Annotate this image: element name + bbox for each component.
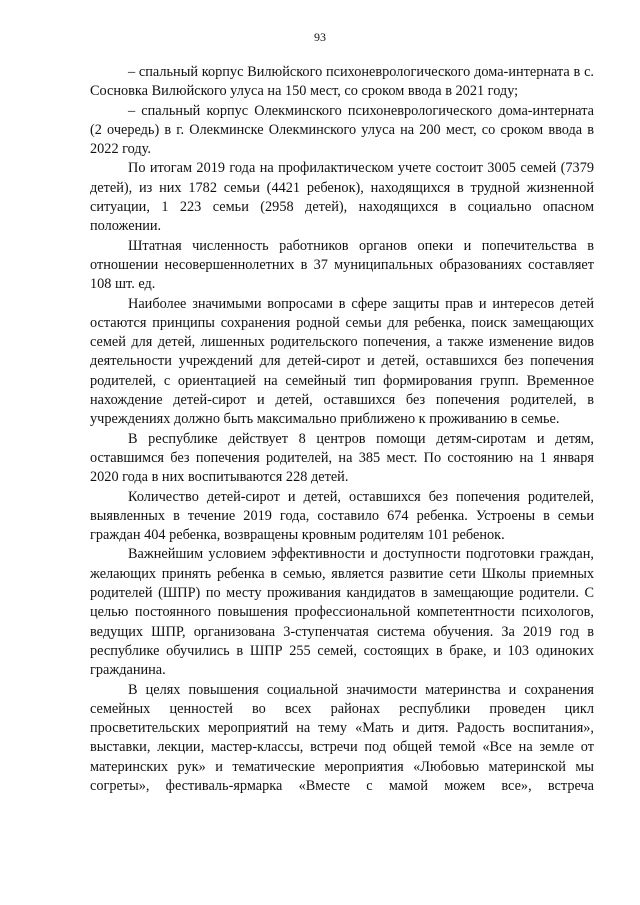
paragraph-orphans-identified: Количество детей-сирот и детей, оставшихся без попечения родителей, выявленных в течение 2019 года, составило 674 ребенка. Устроены в семьи граждан 404 ребенка, возвращены кровным родителям 101 ребенок. bbox=[90, 488, 594, 544]
paragraph-bullet-olekminsk: – спальный корпус Олекминского психоневрологического дома-интерната (2 очередь) в г. Олекминске Олекминского улуса на 200 мест, со сроком ввода в 2022 году. bbox=[90, 102, 594, 158]
paragraph-bullet-viluysk: – спальный корпус Вилюйского психоневрологического дома-интерната в с. Сосновка Вилюйского улуса на 150 мест, со сроком ввода в 2021 году; bbox=[90, 64, 594, 100]
paragraph-prevention-stats: По итогам 2019 года на профилактическом учете состоит 3005 семей (7379 детей), из них 1782 семьи (4421 ребенок), находящихся в трудной жизненной ситуации, 1 223 семьи (2958 детей), находящихся в социально опасном положении. bbox=[90, 160, 594, 235]
paragraph-child-rights: Наиболее значимыми вопросами в сфере защиты прав и интересов детей остаются принципы сохранения родной семьи для ребенка, поиск замещающих семей для детей, лишенных родительского попечения, а также изменение видов деятельности учреждений для детей-сирот и детей, оставшихся без попечения родителей, с ориентацией на семейный тип формирования групп. Временное нахождение детей-сирот и детей, оставшихся без попечения родителей, в учреждениях должно быть максимально приближено к проживанию в семье. bbox=[90, 295, 594, 428]
paragraph-motherhood-events: В целях повышения социальной значимости материнства и сохранения семейных ценностей во всех районах республики проведен цикл просветительских мероприятий на тему «Мать и дитя. Радость воспитания», выставки, лекции, мастер-классы, встречи под общей темой «Все на земле от материнских рук» и тематические мероприятия «Любовью материнской мы согреты», фестиваль-ярмарка «Вместе с мамой можем все», встреча bbox=[90, 681, 594, 794]
page-number: 93 bbox=[314, 30, 326, 44]
paragraph-orphan-centers: В республике действует 8 центров помощи детям-сиротам и детям, оставшимся без попечения родителей, на 385 мест. По состоянию на 1 января 2020 года в них воспитываются 228 детей. bbox=[90, 430, 594, 486]
paragraph-foster-school: Важнейшим условием эффективности и доступности подготовки граждан, желающих принять ребенка в семью, является развитие сети Школы приемных родителей (ШПР) по месту проживания кандидатов в замещающие родители. С целью постоянного повышения профессиональной компетентности психологов, ведущих ШПР, организована 3-ступенчатая система обучения. За 2019 год в республике обучились в ШПР 255 семей, состоящих в браке, и 103 одиноких гражданина. bbox=[90, 546, 594, 679]
document-body bbox=[90, 63, 594, 796]
paragraph-guardianship-staff: Штатная численность работников органов опеки и попечительства в отношении несовершеннолетних в 37 муниципальных образованиях составляет 108 шт. ед. bbox=[90, 237, 594, 293]
